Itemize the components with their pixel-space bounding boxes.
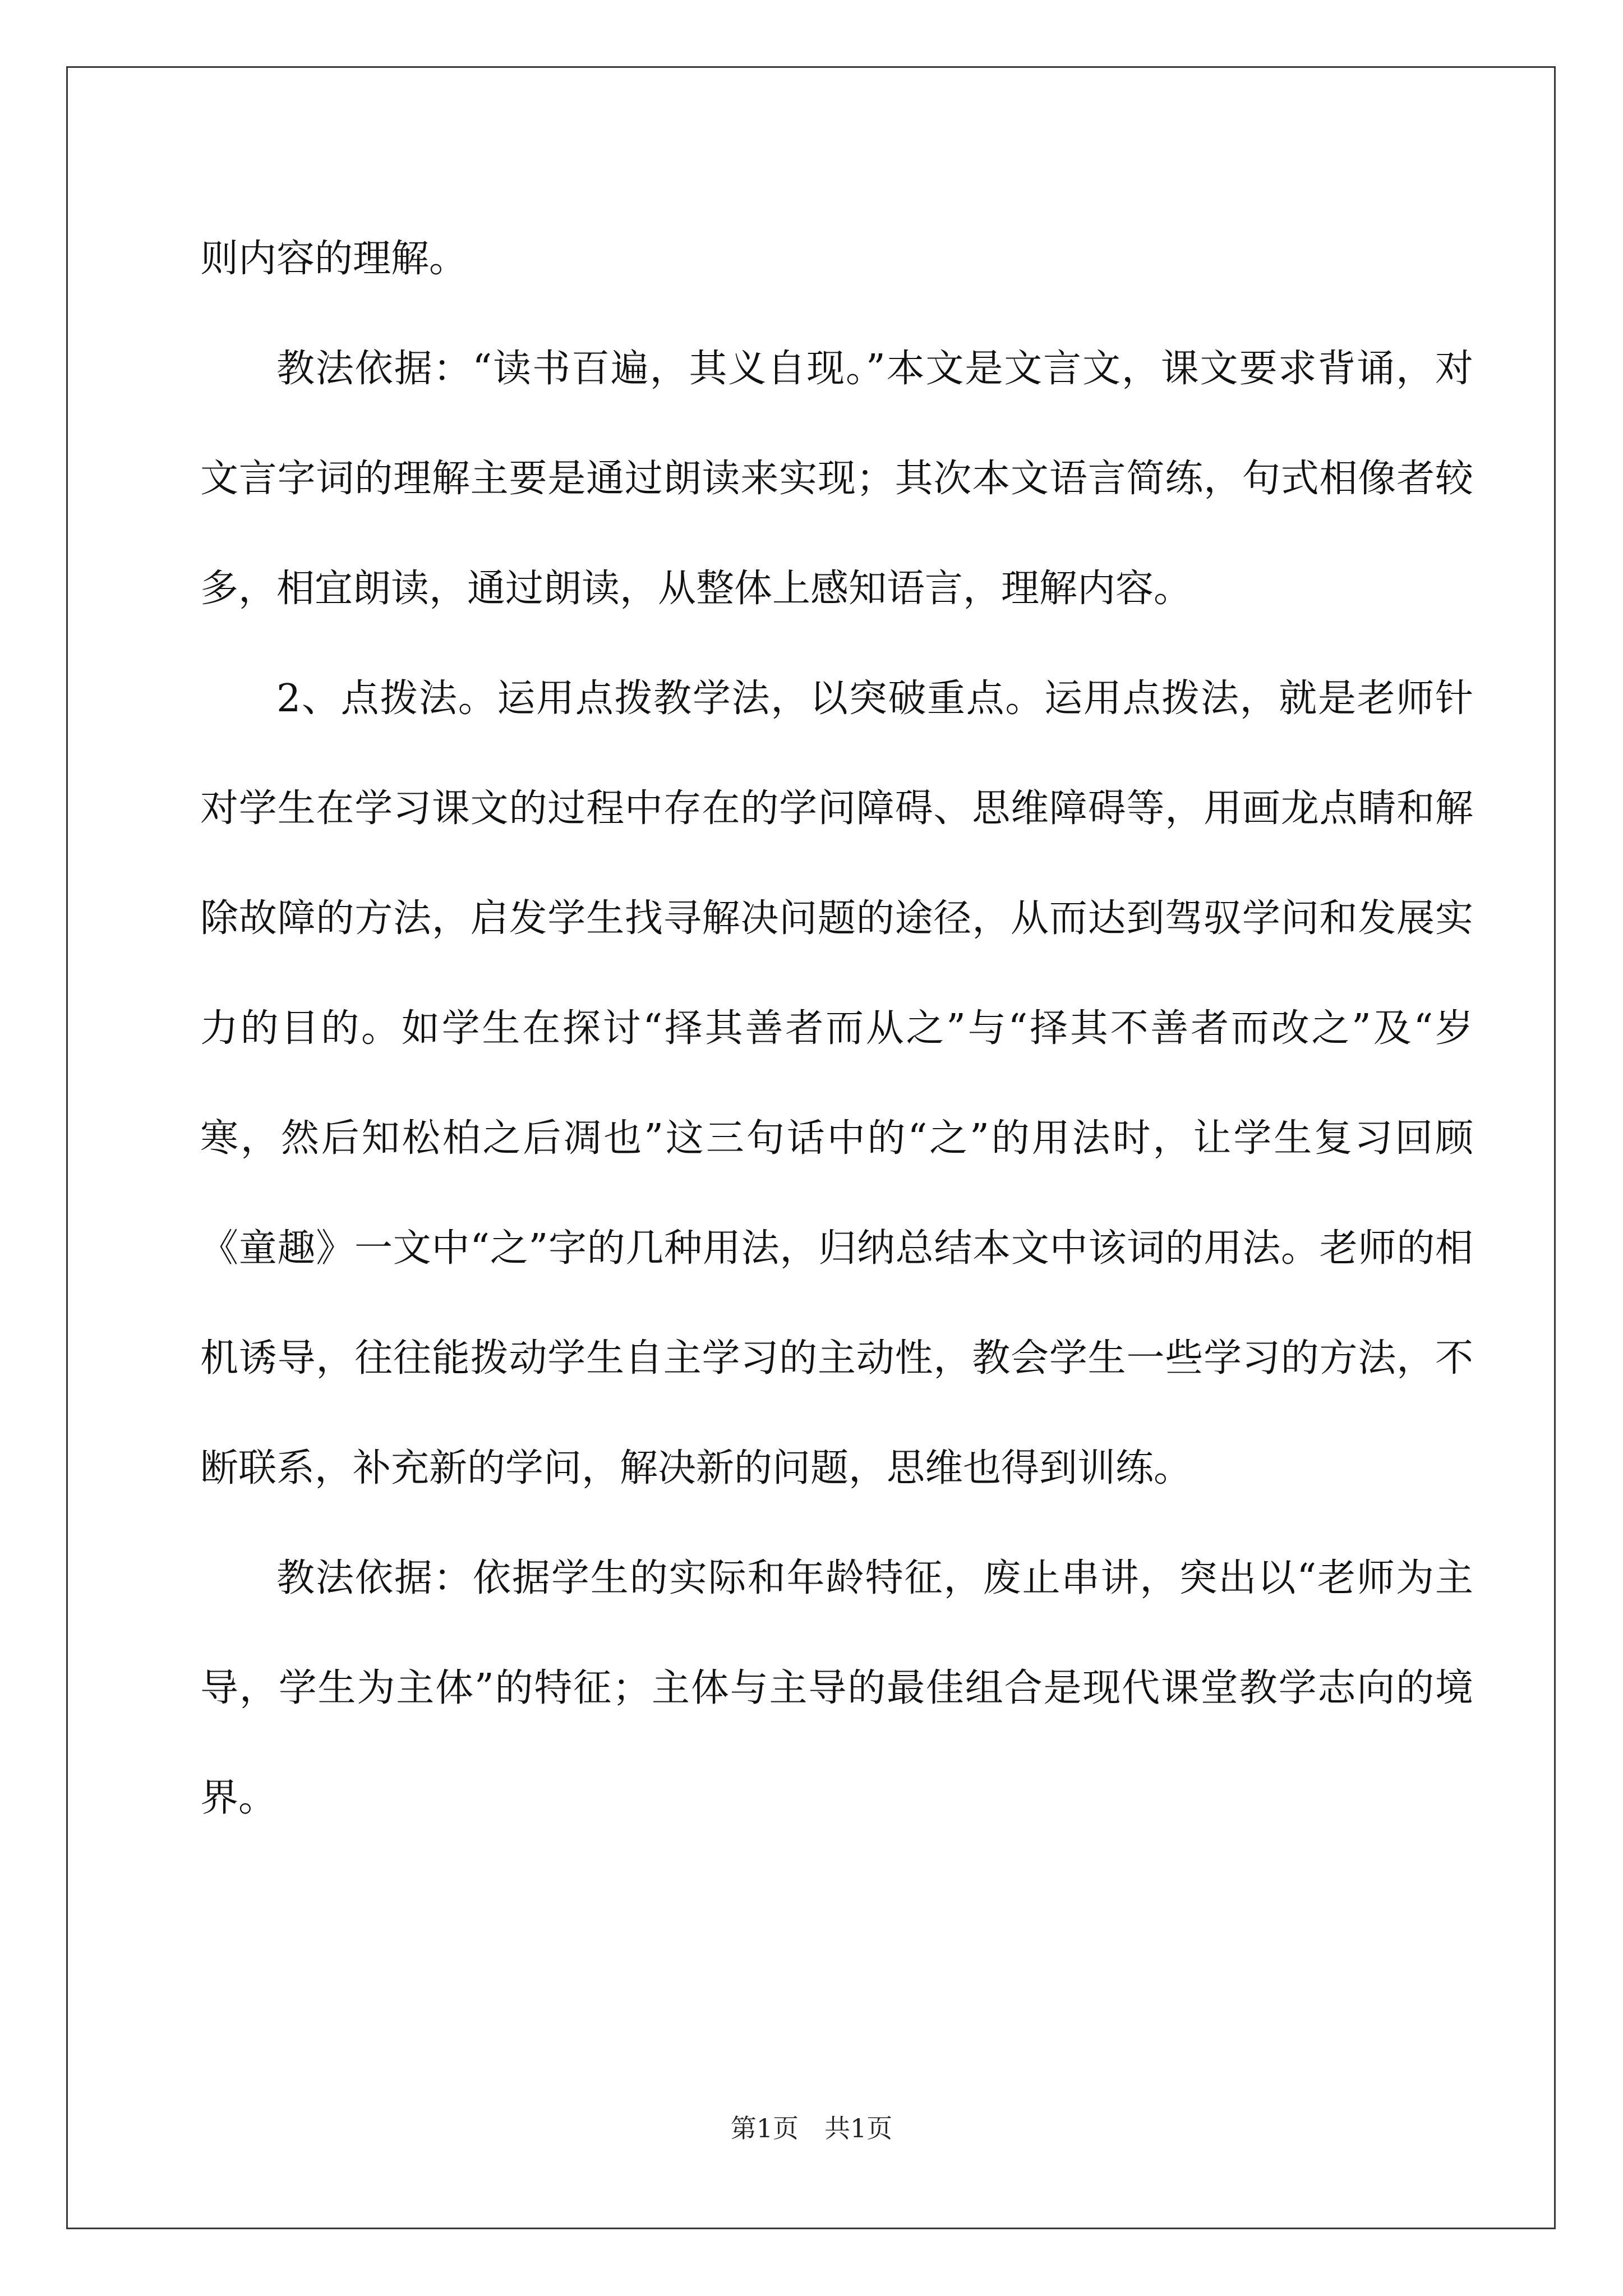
document-body bbox=[200, 204, 1473, 1853]
page-number-footer: 第1页 共1页 bbox=[730, 2113, 893, 2143]
paragraph-1: 则内容的理解。 bbox=[200, 237, 468, 281]
paragraph-2: 教法依据：“读书百遍，其义自现。”本文是文言文，课文要求背诵，对文言字词的理解主要是通过朗读来实现；其次本文语言简练，句式相像者较多，相宜朗读，通过朗读，从整体上感知语言，理解内容。 bbox=[200, 347, 1473, 611]
paragraph-3: 2、点拨法。运用点拨教学法，以突破重点。运用点拨法，就是老师针对学生在学习课文的过程中存在的学问障碍、思维障碍等，用画龙点睛和解除故障的方法，启发学生找寻解决问题的途径，从而达到驾驭学问和发展实力的目的。如学生在探讨“择其善者而从之”与“择其不善者而改之”及“岁寒，然后知松柏之后凋也”这三句话中的“之”的用法时，让学生复习回顾《童趣》一文中“之”字的几种用法，归纳总结本文中该词的用法。老师的相机诱导，往往能拨动学生自主学习的主动性，教会学生一些学习的方法，不断联系，补充新的学问，解决新的问题，思维也得到训练。 bbox=[200, 677, 1473, 1490]
paragraph-4: 教法依据：依据学生的实际和年龄特征，废止串讲，突出以“老师为主导，学生为主体”的特征；主体与主导的最佳组合是现代课堂教学志向的境界。 bbox=[200, 1556, 1473, 1820]
